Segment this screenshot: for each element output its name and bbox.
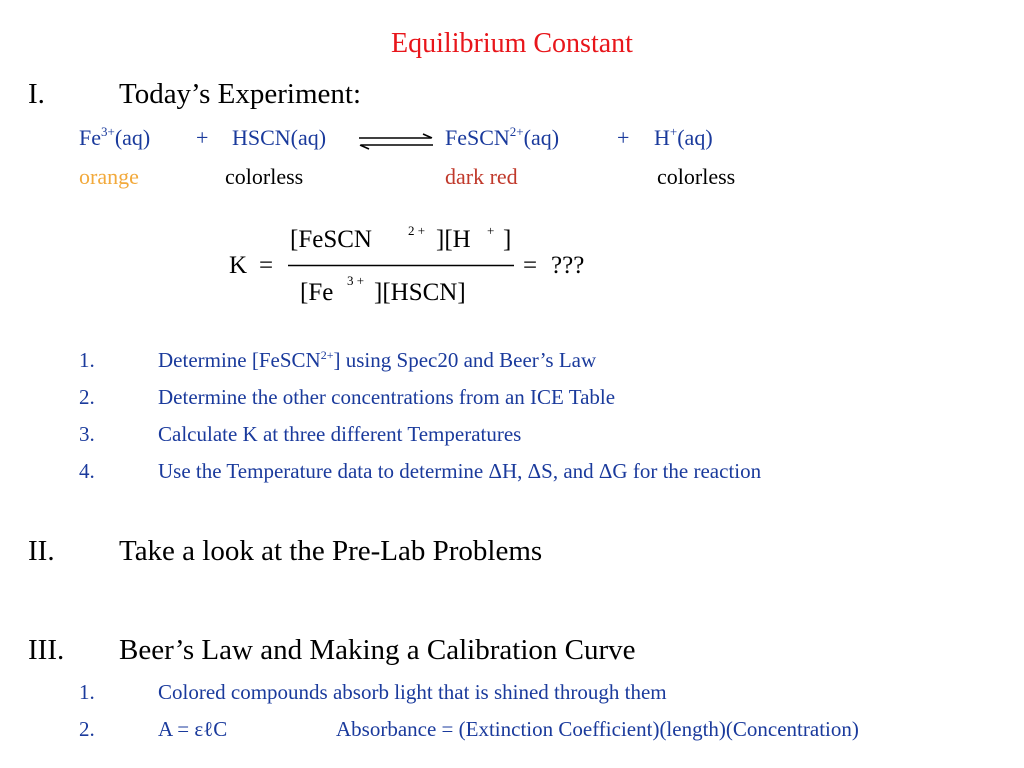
- beer-step-2-number: 2.: [79, 717, 95, 741]
- step-2-text: Determine the other concentrations from an ICE Table: [158, 385, 616, 409]
- step-2-number: 2.: [79, 385, 95, 409]
- k-symbol: K: [229, 252, 248, 279]
- k-equals-1: =: [259, 252, 274, 279]
- color-label-fescn: dark red: [445, 164, 518, 189]
- reaction-plus-1: +: [196, 125, 209, 150]
- color-label-hscn: colorless: [225, 164, 304, 189]
- beers-law-definition: Absorbance = (Extinction Coefficient)(length)(Concentration): [336, 717, 859, 741]
- k-numerator-fescn-charge: 2 +: [408, 223, 426, 238]
- section-1-heading: Today’s Experiment:: [119, 78, 361, 110]
- reaction-plus-2: +: [617, 125, 630, 150]
- k-equals-2: =: [523, 252, 538, 279]
- section-3-numeral: III.: [28, 634, 65, 666]
- k-numerator-h-charge: +: [487, 223, 495, 238]
- section-1-numeral: I.: [28, 78, 45, 110]
- color-label-fe: orange: [79, 164, 139, 189]
- reaction-fe: $Fe^{3+}(aq)$: [79, 124, 151, 150]
- step-1-number: 1.: [79, 348, 95, 372]
- beer-step-1-text: Colored compounds absorb light that is shined through them: [158, 680, 667, 704]
- reaction-fescn: FeSCN$^{2+}$(aq): [445, 124, 560, 150]
- step-1-text: Determine [FeSCN$^{2+}$] using Spec20 and Beer’s Law: [158, 348, 597, 372]
- section-3-heading: Beer’s Law and Making a Calibration Curve: [119, 634, 636, 666]
- k-denominator-fe-charge: 3 +: [347, 273, 365, 288]
- beer-step-1-number: 1.: [79, 680, 95, 704]
- equilibrium-arrow-icon: [357, 133, 435, 151]
- section-2-heading: Take a look at the Pre-Lab Problems: [119, 535, 543, 567]
- step-4-number: 4.: [79, 459, 95, 483]
- color-label-h: colorless: [657, 164, 736, 189]
- k-denominator-fe: [Fe: [300, 279, 334, 306]
- k-result: ???: [551, 252, 585, 279]
- k-numerator-h: ][H: [436, 226, 471, 253]
- step-3-text: Calculate K at three different Temperatures: [158, 422, 522, 446]
- slide-title: Equilibrium Constant: [391, 28, 633, 59]
- beers-law-formula: A = εℓC: [158, 717, 228, 741]
- k-numerator-close: ]: [503, 226, 512, 253]
- step-4-text: Use the Temperature data to determine ΔH, ΔS, and ΔG for the reaction: [158, 459, 762, 483]
- section-2-numeral: II.: [28, 535, 55, 567]
- k-denominator-hscn: ][HSCN]: [374, 279, 466, 306]
- k-fraction-bar: [288, 264, 516, 267]
- reaction-hscn: HSCN(aq): [232, 125, 327, 150]
- step-3-number: 3.: [79, 422, 95, 446]
- reaction-h: H+(aq): [654, 124, 713, 150]
- k-numerator-fescn: [FeSCN: [290, 226, 372, 253]
